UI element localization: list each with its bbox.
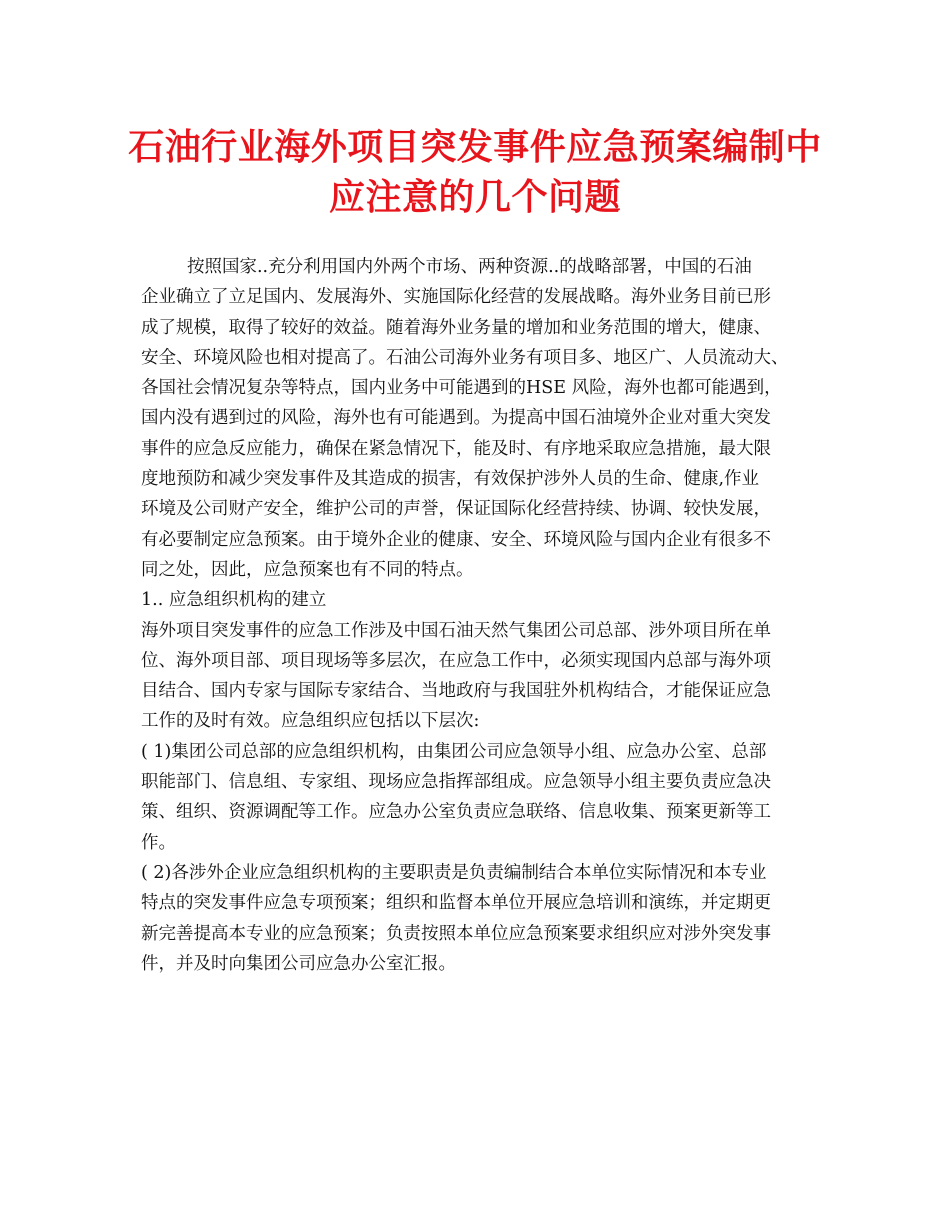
title-line-2: 应注意的几个问题	[328, 176, 621, 218]
intro-line: 国内没有遇到过的风险，海外也有可能遇到。为提高中国石油境外企业对重大突发	[141, 408, 771, 429]
title-line-1: 石油行业海外项目突发事件应急预案编制中	[128, 126, 822, 168]
intro-line: 环境及公司财产安全，维护公司的声誉，保证国际化经营持续、协调、较快发展，	[141, 499, 771, 520]
section-line: 目结合、国内专家与国际专家结合、当地政府与我国驻外机构结合，才能保证应急	[141, 681, 771, 702]
item-line: 件，并及时向集团公司应急办公室汇报。	[141, 953, 456, 974]
item-line: 职能部门、信息组、专家组、现场应急指挥部组成。应急领导小组主要负责应急决	[141, 772, 771, 793]
intro-line: 企业确立了立足国内、发展海外、实施国际化经营的发展战略。海外业务目前已形	[141, 287, 771, 308]
item-line: ( 2)各涉外企业应急组织机构的主要职责是负责编制结合本单位实际情况和本专业	[141, 862, 767, 883]
item-line: 策、组织、资源调配等工作。应急办公室负责应急联络、信息收集、预案更新等工	[141, 802, 771, 823]
intro-line: 成了规模，取得了较好的效益。随着海外业务量的增加和业务范围的增大，健康、	[141, 317, 771, 338]
list-item-1	[141, 737, 821, 858]
section-line: 工作的及时有效。应急组织应包括以下层次:	[141, 711, 480, 732]
section-1	[141, 585, 821, 736]
intro-line: 同之处，因此，应急预案也有不同的特点。	[141, 559, 474, 580]
intro-line: 度地预防和减少突发事件及其造成的损害，有效保护涉外人员的生命、健康,作业	[141, 469, 760, 490]
intro-line: 各国社会情况复杂等特点，国内业务中可能遇到的HSE 风险，海外也都可能遇到，	[141, 378, 782, 399]
intro-line: 安全、环境风险也相对提高了。石油公司海外业务有项目多、地区广、人员流动大、	[141, 347, 789, 368]
item-line: 新完善提高本专业的应急预案；负责按照本单位应急预案要求组织应对涉外突发事	[141, 923, 771, 944]
document-body	[141, 252, 821, 979]
section-line: 位、海外项目部、项目现场等多层次，在应急工作中，必须实现国内总部与海外项	[141, 650, 771, 671]
section-heading: 1.. 应急组织机构的建立	[141, 590, 327, 611]
list-item-2	[141, 858, 821, 979]
item-line: ( 1)集团公司总部的应急组织机构，由集团公司应急领导小组、应急办公室、总部	[141, 741, 767, 762]
intro-line: 有必要制定应急预案。由于境外企业的健康、安全、环境风险与国内企业有很多不	[141, 529, 771, 550]
intro-line: 事件的应急反应能力，确保在紧急情况下，能及时、有序地采取应急措施，最大限	[141, 438, 771, 459]
item-line: 特点的突发事件应急专项预案；组织和监督本单位开展应急培训和演练，并定期更	[141, 893, 771, 914]
document-title	[0, 122, 950, 222]
item-line: 作。	[141, 832, 176, 853]
intro-line: 按照国家..充分利用国内外两个市场、两种资源..的战略部署，中国的石油	[187, 257, 752, 277]
intro-paragraph	[141, 252, 821, 585]
section-line: 海外项目突发事件的应急工作涉及中国石油天然气集团公司总部、涉外项目所在单	[141, 620, 771, 641]
